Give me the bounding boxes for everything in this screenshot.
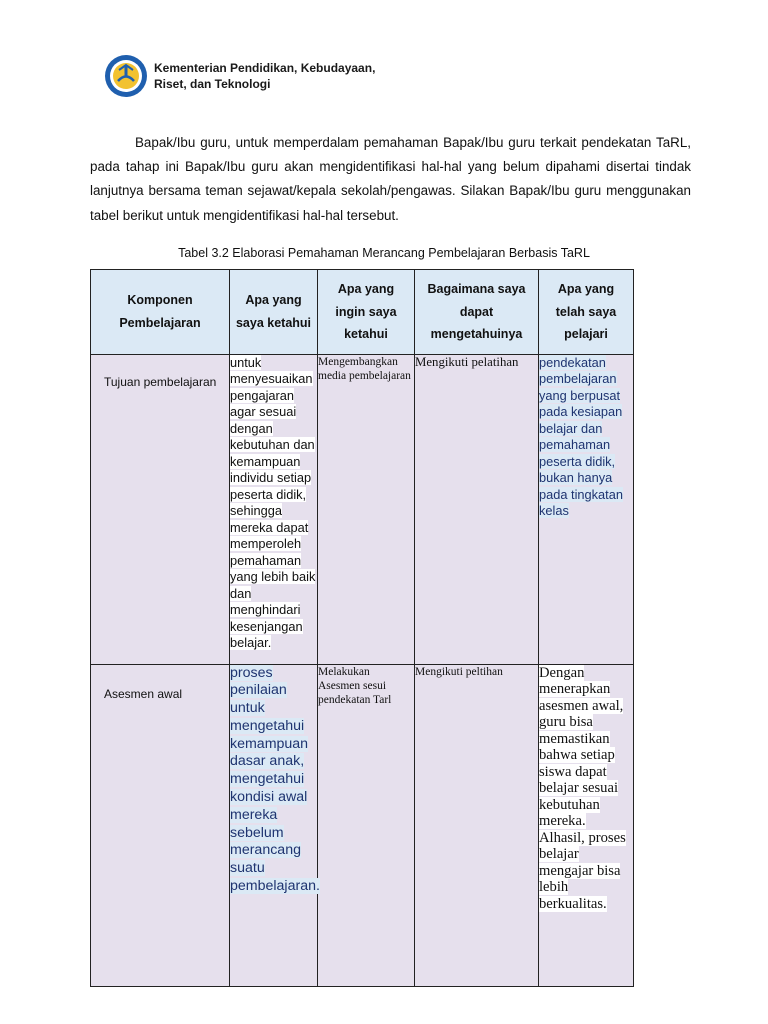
cell-learned-text: Dengan menerapkan asesmen awal, guru bisa memastikan bahwa setiap siswa dapat belajar sesuai kebutuhan mereka. Alhasil, proses belajar mengajar bisa lebih berkualitas. bbox=[539, 664, 626, 912]
cell-learned-text: pendekatan pembelajaran yang berpusat pada kesiapan belajar dan pemahaman peserta didik, bukan hanya pada tingkatan kelas bbox=[539, 354, 623, 518]
cell-known-text: proses penilaian untuk mengetahui kemampuan dasar anak, mengetahui kondisi awal mereka sebelum merancang suatu pembelajaran. bbox=[230, 664, 320, 895]
table-row bbox=[91, 664, 634, 986]
cell-known-text: untuk menyesuaikan pengajaran agar sesuai dengan kebutuhan dan kemampuan individu setiap peserta didik, sehingga mereka dapat memperoleh pemahaman yang lebih baik dan menghindari kesenjangan belajar. bbox=[230, 354, 316, 650]
cell-learned bbox=[539, 664, 634, 986]
header-known: Apa yang saya ketahui bbox=[230, 270, 318, 355]
cell-known bbox=[230, 664, 318, 986]
table-row bbox=[91, 354, 634, 664]
cell-how: Mengikuti peltihan bbox=[415, 664, 539, 986]
ministry-header bbox=[104, 54, 375, 98]
ministry-name bbox=[154, 60, 375, 92]
ministry-name-line2: Riset, dan Teknologi bbox=[154, 77, 271, 91]
header-component: Komponen Pembelajaran bbox=[91, 270, 230, 355]
header-learned: Apa yang telah saya pelajari bbox=[539, 270, 634, 355]
cell-component: Asesmen awal bbox=[91, 664, 230, 986]
ministry-name-line1: Kementerian Pendidikan, Kebudayaan, bbox=[154, 61, 376, 75]
cell-want: Melakukan Asesmen sesui pendekatan Tarl bbox=[318, 664, 415, 986]
intro-paragraph: Bapak/Ibu guru, untuk memperdalam pemahaman Bapak/Ibu guru terkait pendekatan TaRL, pada tahap ini Bapak/Ibu guru akan mengidentifikasi hal-hal yang belum dipahami disertai tindak lanjutnya bersama teman sejawat/kepala sekolah/pengawas. Silakan Bapak/Ibu guru menggunakan tabel berikut untuk mengidentifikasi hal-hal tersebut. bbox=[90, 135, 691, 223]
cell-how: Mengikuti pelatihan bbox=[415, 354, 539, 664]
table-header-row bbox=[91, 270, 634, 355]
cell-component: Tujuan pembelajaran bbox=[91, 354, 230, 664]
header-want: Apa yang ingin saya ketahui bbox=[318, 270, 415, 355]
table-caption: Tabel 3.2 Elaborasi Pemahaman Merancang Pembelajaran Berbasis TaRL bbox=[178, 246, 590, 260]
elaboration-table bbox=[90, 269, 634, 987]
cell-want: Mengembangkan media pembelajaran bbox=[318, 354, 415, 664]
header-how: Bagaimana saya dapat mengetahuinya bbox=[415, 270, 539, 355]
ministry-logo-icon bbox=[104, 54, 148, 98]
cell-known bbox=[230, 354, 318, 664]
cell-learned bbox=[539, 354, 634, 664]
